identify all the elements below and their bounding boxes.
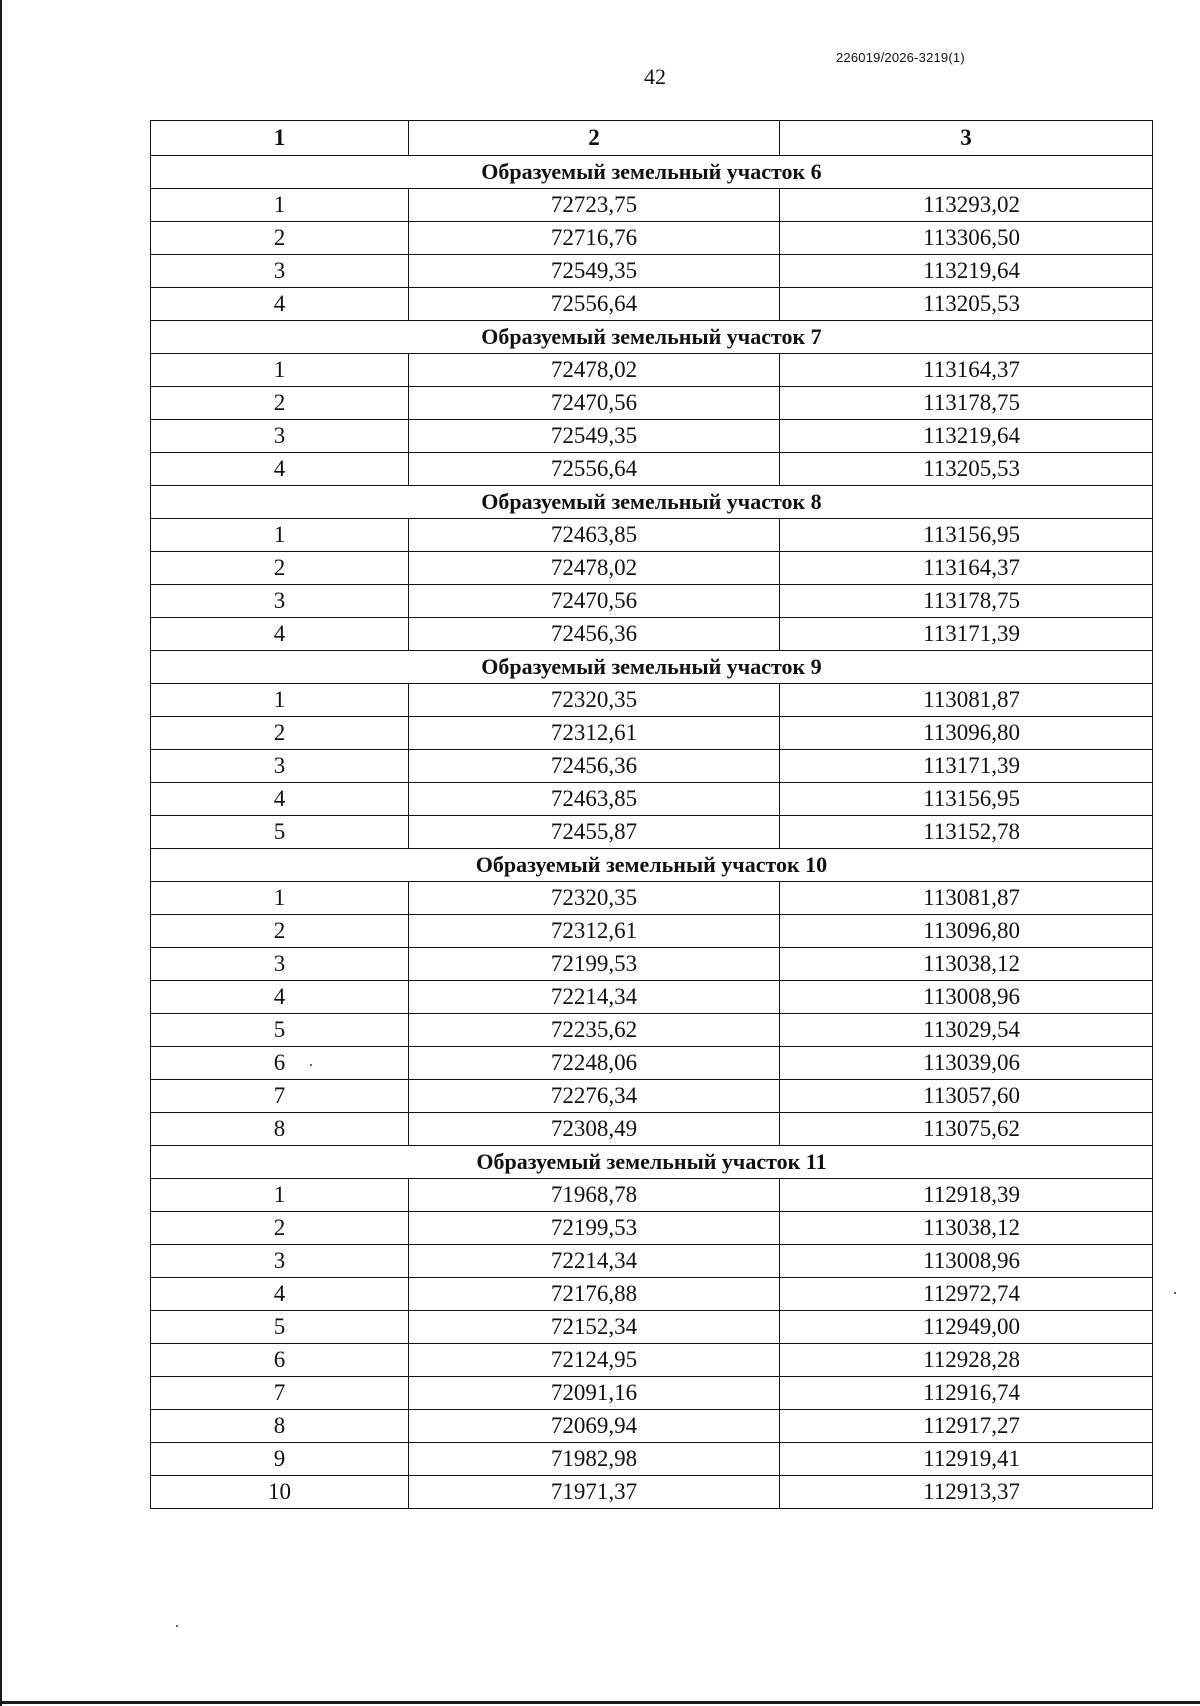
point-number-cell: 1 [151, 684, 409, 717]
point-number-cell: 1 [151, 189, 409, 222]
coordinates-table-body [151, 121, 1153, 1509]
y-coordinate-cell: 113096,80 [780, 717, 1153, 750]
section-title-row [151, 1146, 1153, 1179]
y-coordinate-cell: 112913,37 [780, 1476, 1153, 1509]
point-number-cell: 2 [151, 552, 409, 585]
point-number-cell: 4 [151, 618, 409, 651]
table-row [151, 387, 1153, 420]
y-coordinate-cell: 113293,02 [780, 189, 1153, 222]
y-coordinate-cell: 113038,12 [780, 1212, 1153, 1245]
point-number-cell: 4 [151, 783, 409, 816]
table-row [151, 1179, 1153, 1212]
scan-speck [310, 1064, 312, 1066]
x-coordinate-cell: 72549,35 [409, 255, 780, 288]
point-number-cell: 9 [151, 1443, 409, 1476]
x-coordinate-cell: 72248,06 [409, 1047, 780, 1080]
x-coordinate-cell: 71982,98 [409, 1443, 780, 1476]
table-row [151, 1212, 1153, 1245]
y-coordinate-cell: 112919,41 [780, 1443, 1153, 1476]
point-number-cell: 10 [151, 1476, 409, 1509]
x-coordinate-cell: 72463,85 [409, 783, 780, 816]
table-row [151, 1311, 1153, 1344]
table-row [151, 1377, 1153, 1410]
y-coordinate-cell: 113306,50 [780, 222, 1153, 255]
section-title: Образуемый земельный участок 11 [151, 1146, 1153, 1179]
x-coordinate-cell: 72091,16 [409, 1377, 780, 1410]
table-row [151, 816, 1153, 849]
point-number-cell: 3 [151, 255, 409, 288]
y-coordinate-cell: 113205,53 [780, 288, 1153, 321]
y-coordinate-cell: 113156,95 [780, 783, 1153, 816]
x-coordinate-cell: 72199,53 [409, 948, 780, 981]
y-coordinate-cell: 113164,37 [780, 552, 1153, 585]
x-coordinate-cell: 72556,64 [409, 453, 780, 486]
x-coordinate-cell: 72312,61 [409, 915, 780, 948]
x-coordinate-cell: 72716,76 [409, 222, 780, 255]
y-coordinate-cell: 113038,12 [780, 948, 1153, 981]
y-coordinate-cell: 113164,37 [780, 354, 1153, 387]
section-title-row [151, 849, 1153, 882]
point-number-cell: 2 [151, 222, 409, 255]
x-coordinate-cell: 72463,85 [409, 519, 780, 552]
y-coordinate-cell: 113029,54 [780, 1014, 1153, 1047]
table-row [151, 288, 1153, 321]
y-coordinate-cell: 113008,96 [780, 1245, 1153, 1278]
table-row [151, 1344, 1153, 1377]
x-coordinate-cell: 72478,02 [409, 552, 780, 585]
y-coordinate-cell: 113075,62 [780, 1113, 1153, 1146]
point-number-cell: 1 [151, 519, 409, 552]
y-coordinate-cell: 113205,53 [780, 453, 1153, 486]
table-header-row [151, 121, 1153, 156]
x-coordinate-cell: 72124,95 [409, 1344, 780, 1377]
table-row [151, 255, 1153, 288]
section-title-row [151, 486, 1153, 519]
point-number-cell: 3 [151, 750, 409, 783]
y-coordinate-cell: 113039,06 [780, 1047, 1153, 1080]
table-row [151, 1410, 1153, 1443]
point-number-cell: 2 [151, 387, 409, 420]
x-coordinate-cell: 72470,56 [409, 387, 780, 420]
point-number-cell: 7 [151, 1377, 409, 1410]
x-coordinate-cell: 72470,56 [409, 585, 780, 618]
section-title-row [151, 321, 1153, 354]
x-coordinate-cell: 72312,61 [409, 717, 780, 750]
point-number-cell: 1 [151, 354, 409, 387]
x-coordinate-cell: 72069,94 [409, 1410, 780, 1443]
point-number-cell: 3 [151, 420, 409, 453]
x-coordinate-cell: 72456,36 [409, 618, 780, 651]
table-row [151, 519, 1153, 552]
point-number-cell: 1 [151, 882, 409, 915]
y-coordinate-cell: 113219,64 [780, 420, 1153, 453]
table-row [151, 1113, 1153, 1146]
y-coordinate-cell: 112918,39 [780, 1179, 1153, 1212]
x-coordinate-cell: 72455,87 [409, 816, 780, 849]
scan-speck [176, 1625, 178, 1627]
table-row [151, 1014, 1153, 1047]
y-coordinate-cell: 113156,95 [780, 519, 1153, 552]
point-number-cell: 7 [151, 1080, 409, 1113]
scan-edge-left [0, 0, 2, 1706]
column-header: 1 [151, 121, 409, 156]
point-number-cell: 2 [151, 915, 409, 948]
point-number-cell: 4 [151, 981, 409, 1014]
x-coordinate-cell: 72214,34 [409, 981, 780, 1014]
document-registration-code: 226019/2026-3219(1) [836, 50, 965, 65]
point-number-cell: 5 [151, 816, 409, 849]
point-number-cell: 1 [151, 1179, 409, 1212]
point-number-cell: 5 [151, 1311, 409, 1344]
table-row [151, 222, 1153, 255]
table-row [151, 948, 1153, 981]
table-row [151, 915, 1153, 948]
y-coordinate-cell: 113081,87 [780, 882, 1153, 915]
section-title-row [151, 651, 1153, 684]
section-title: Образуемый земельный участок 10 [151, 849, 1153, 882]
y-coordinate-cell: 113057,60 [780, 1080, 1153, 1113]
x-coordinate-cell: 71971,37 [409, 1476, 780, 1509]
table-row [151, 1047, 1153, 1080]
x-coordinate-cell: 72723,75 [409, 189, 780, 222]
table-row [151, 981, 1153, 1014]
y-coordinate-cell: 113178,75 [780, 585, 1153, 618]
table-row [151, 189, 1153, 222]
table-row [151, 354, 1153, 387]
x-coordinate-cell: 72152,34 [409, 1311, 780, 1344]
scan-edge-bottom [0, 1701, 1200, 1704]
table-row [151, 420, 1153, 453]
point-number-cell: 2 [151, 1212, 409, 1245]
x-coordinate-cell: 72320,35 [409, 882, 780, 915]
point-number-cell: 8 [151, 1113, 409, 1146]
x-coordinate-cell: 72456,36 [409, 750, 780, 783]
x-coordinate-cell: 72199,53 [409, 1212, 780, 1245]
x-coordinate-cell: 72214,34 [409, 1245, 780, 1278]
y-coordinate-cell: 113171,39 [780, 750, 1153, 783]
y-coordinate-cell: 112972,74 [780, 1278, 1153, 1311]
y-coordinate-cell: 113171,39 [780, 618, 1153, 651]
table-row [151, 1080, 1153, 1113]
y-coordinate-cell: 112916,74 [780, 1377, 1153, 1410]
x-coordinate-cell: 72556,64 [409, 288, 780, 321]
point-number-cell: 6 [151, 1047, 409, 1080]
section-title-row [151, 156, 1153, 189]
x-coordinate-cell: 72276,34 [409, 1080, 780, 1113]
section-title: Образуемый земельный участок 8 [151, 486, 1153, 519]
point-number-cell: 3 [151, 948, 409, 981]
x-coordinate-cell: 72176,88 [409, 1278, 780, 1311]
y-coordinate-cell: 113096,80 [780, 915, 1153, 948]
point-number-cell: 4 [151, 1278, 409, 1311]
coordinates-table [150, 120, 1153, 1509]
table-row [151, 1443, 1153, 1476]
y-coordinate-cell: 112949,00 [780, 1311, 1153, 1344]
y-coordinate-cell: 113008,96 [780, 981, 1153, 1014]
y-coordinate-cell: 113219,64 [780, 255, 1153, 288]
table-row [151, 453, 1153, 486]
scan-speck [1174, 1292, 1176, 1294]
y-coordinate-cell: 112917,27 [780, 1410, 1153, 1443]
section-title: Образуемый земельный участок 9 [151, 651, 1153, 684]
y-coordinate-cell: 112928,28 [780, 1344, 1153, 1377]
x-coordinate-cell: 72320,35 [409, 684, 780, 717]
point-number-cell: 3 [151, 585, 409, 618]
table-row [151, 1245, 1153, 1278]
table-row [151, 618, 1153, 651]
table-row [151, 750, 1153, 783]
table-row [151, 585, 1153, 618]
y-coordinate-cell: 113152,78 [780, 816, 1153, 849]
x-coordinate-cell: 71968,78 [409, 1179, 780, 1212]
column-header: 2 [409, 121, 780, 156]
point-number-cell: 6 [151, 1344, 409, 1377]
section-title: Образуемый земельный участок 6 [151, 156, 1153, 189]
x-coordinate-cell: 72549,35 [409, 420, 780, 453]
y-coordinate-cell: 113178,75 [780, 387, 1153, 420]
column-header: 3 [780, 121, 1153, 156]
table-row [151, 552, 1153, 585]
x-coordinate-cell: 72235,62 [409, 1014, 780, 1047]
y-coordinate-cell: 113081,87 [780, 684, 1153, 717]
point-number-cell: 5 [151, 1014, 409, 1047]
point-number-cell: 2 [151, 717, 409, 750]
x-coordinate-cell: 72478,02 [409, 354, 780, 387]
x-coordinate-cell: 72308,49 [409, 1113, 780, 1146]
table-row [151, 717, 1153, 750]
table-row [151, 1278, 1153, 1311]
section-title: Образуемый земельный участок 7 [151, 321, 1153, 354]
point-number-cell: 8 [151, 1410, 409, 1443]
point-number-cell: 4 [151, 453, 409, 486]
point-number-cell: 4 [151, 288, 409, 321]
table-row [151, 1476, 1153, 1509]
table-row [151, 882, 1153, 915]
point-number-cell: 3 [151, 1245, 409, 1278]
page-number: 42 [644, 64, 666, 89]
table-row [151, 684, 1153, 717]
table-row [151, 783, 1153, 816]
